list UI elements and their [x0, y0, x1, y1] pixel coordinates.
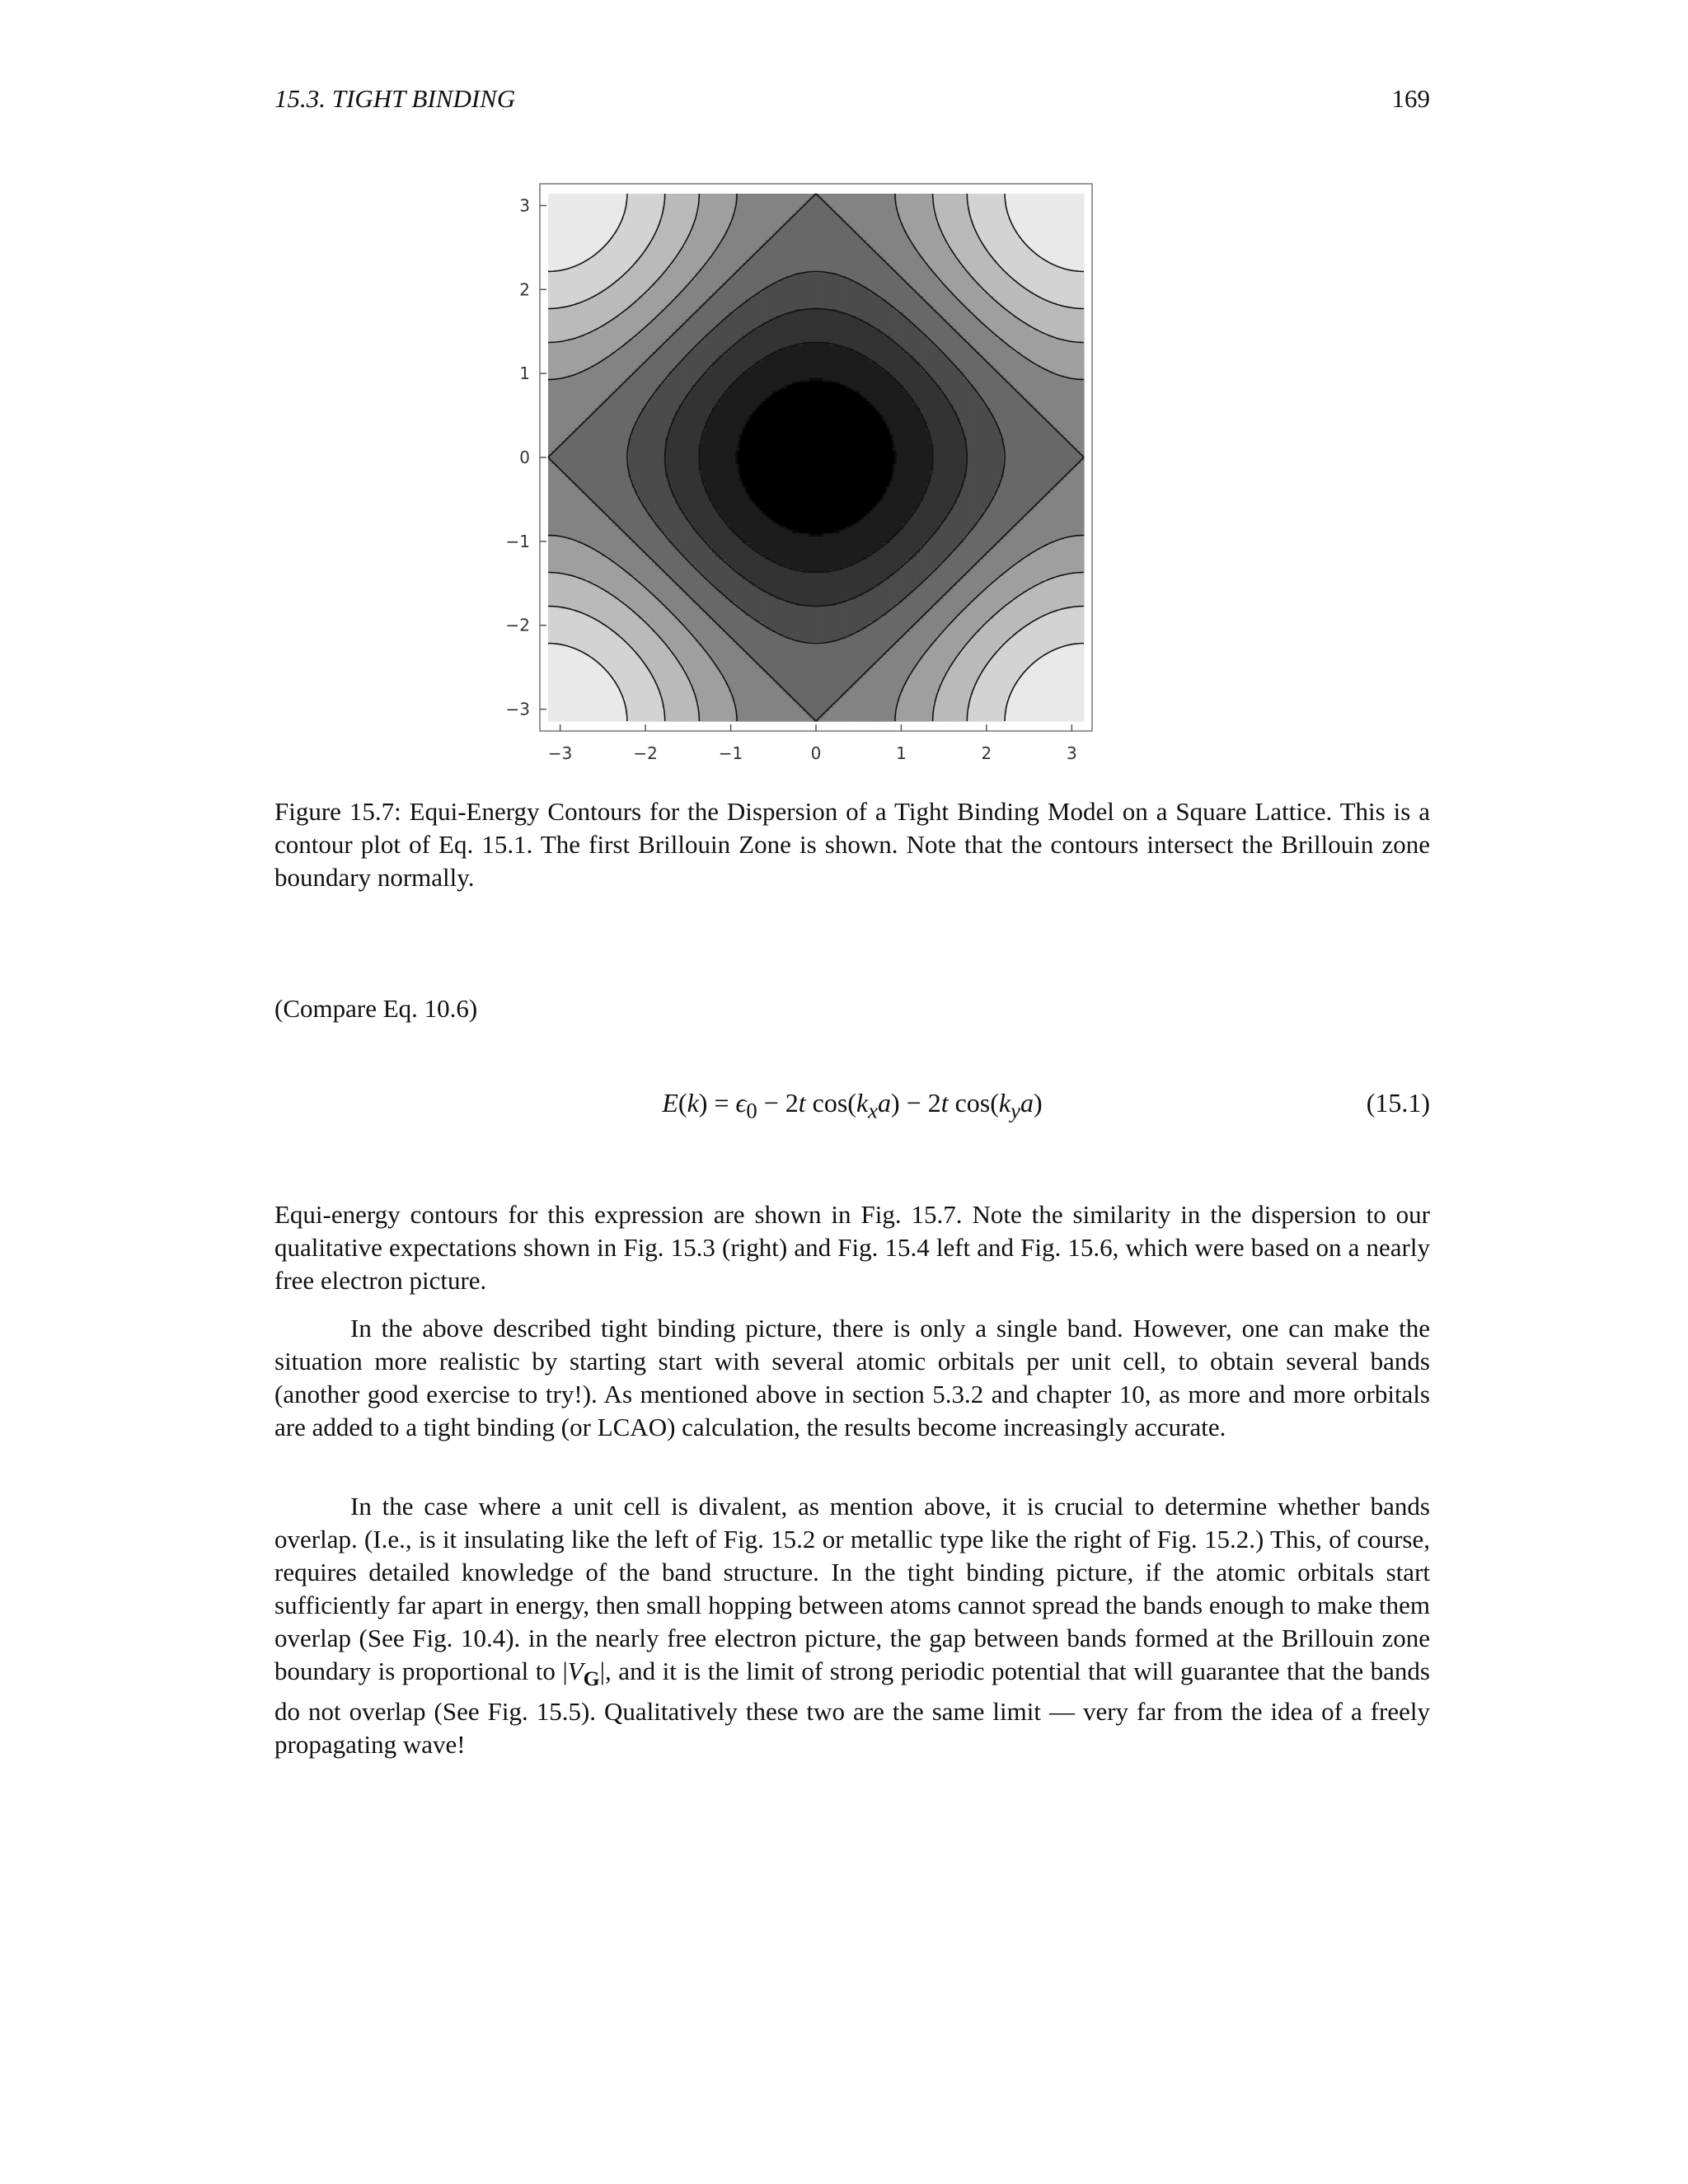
- x-tick-label: −2: [633, 743, 657, 763]
- section-title: 15.3. TIGHT BINDING: [274, 81, 515, 117]
- y-tick-label: 0: [519, 448, 530, 467]
- y-tick-label: −3: [506, 700, 530, 719]
- contour-fill-layer: [548, 194, 1085, 722]
- x-tick-label: −3: [548, 743, 572, 763]
- x-tick-label: 3: [1067, 743, 1077, 763]
- y-tick-label: 1: [519, 363, 530, 383]
- y-tick-label: −1: [506, 532, 530, 551]
- body-paragraph: In the case where a unit cell is divalent, as mention above, it is crucial to determine whether bands overlap. (I.e., is it insulating like the left of Fig. 15.2 or metallic type like the right of Fig. 15.2.) This, of course, requires detailed knowledge of the band structure. In the tight binding picture, if the atomic orbitals start sufficiently far apart in energy, then small hopping between atoms cannot spread the bands enough to make them overlap (See Fig. 10.4). in the nearly free electron picture, the gap between bands formed at the Brillouin zone boundary is proportional to $|V_G|$, and it is the limit of strong periodic potential that will guarantee that the bands do not overlap (See Fig. 15.5). Qualitatively these two are the same limit — very far from the idea of a freely propagating wave!: [274, 1490, 1430, 1761]
- x-tick-label: −1: [719, 743, 743, 763]
- contour-plot: [495, 173, 1104, 766]
- contour-figure: [495, 173, 1104, 766]
- body-paragraph: In the above described tight binding picture, there is only a single band. However, one can make the situation more realistic by starting start with several atomic orbitals per unit cell, to obtain several bands (another good exercise to try!). As mentioned above in section 5.3.2 and chapter 10, as more and more orbitals are added to a tight binding (or LCAO) calculation, the results become increasingly accurate.: [274, 1312, 1430, 1444]
- page-number: 169: [1392, 81, 1431, 117]
- body-paragraph: Equi-energy contours for this expression are shown in Fig. 15.7. Note the similarity in the dispersion to our qualitative expectations shown in Fig. 15.3 (right) and Fig. 15.4 left and Fig. 15.6, which were based on a nearly free electron picture.: [274, 1198, 1430, 1297]
- y-tick-label: 2: [519, 279, 530, 299]
- x-tick-label: 2: [982, 743, 992, 763]
- running-head: [274, 81, 1430, 117]
- equation-formula: $E(k) = \epsilon_0 - 2t$ $\cos(k_xa) - 2t$ $\cos(k_ya)$: [274, 1085, 1430, 1128]
- equation-number: (15.1): [1367, 1085, 1430, 1121]
- x-tick-label: 1: [896, 743, 907, 763]
- equation-15-1: [274, 1085, 1430, 1121]
- compare-note: (Compare Eq. 10.6): [274, 992, 1430, 1025]
- x-tick-label: 0: [811, 743, 822, 763]
- figure-caption: Figure 15.7: Equi-Energy Contours for the Dispersion of a Tight Binding Model on a Square Lattice. This is a contour plot of Eq. 15.1. The first Brillouin Zone is shown. Note that the contours intersect the Brillouin zone boundary normally.: [274, 795, 1430, 894]
- y-tick-label: −2: [506, 616, 530, 635]
- y-tick-label: 3: [519, 195, 530, 215]
